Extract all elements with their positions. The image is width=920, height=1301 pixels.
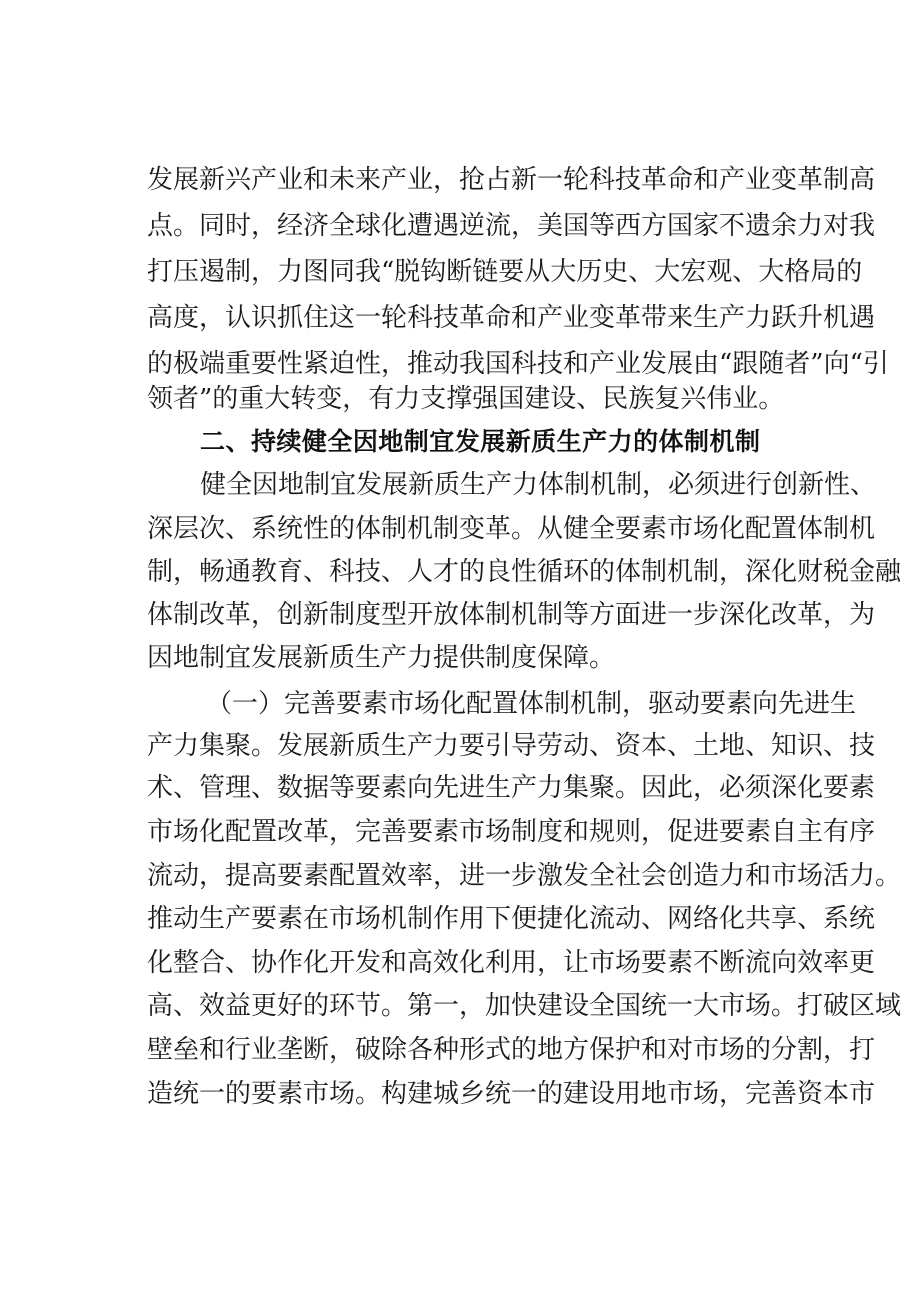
paragraph-1-line-6: 领者”的重大转变，有力支撑强国建设、民族复兴伟业。: [147, 384, 785, 414]
paragraph-2-line-3: 制，畅通教育、科技、人才的良性循环的体制机制，深化财税金融: [147, 557, 902, 587]
paragraph-1-line-2: 点。同时，经济全球化遭遇逆流，美国等西方国家不遗余力对我: [147, 211, 876, 241]
paragraph-3-line-1: （一）完善要素市场化配置体制机制，驱动要素向先进生: [206, 689, 857, 719]
paragraph-1-line-1: 发展新兴产业和未来产业，抢占新一轮科技革命和产业变革制高: [147, 165, 876, 195]
paragraph-1-line-4: 高度，认识抓住这一轮科技革命和产业变革带来生产力跃升机遇: [147, 303, 876, 333]
paragraph-3-line-9: 壁垒和行业垄断，破除各种形式的地方保护和对市场的分割，打: [147, 1035, 876, 1065]
paragraph-2-line-2: 深层次、系统性的体制机制变革。从健全要素市场化配置体制机: [147, 514, 876, 544]
paragraph-3-line-6: 推动生产要素在市场机制作用下便捷化流动、网络化共享、系统: [147, 904, 876, 934]
paragraph-3-line-4: 市场化配置改革，完善要素市场制度和规则，促进要素自主有序: [147, 817, 876, 847]
paragraph-2-line-4: 体制改革，创新制度型开放体制机制等方面进一步深化改革，为: [147, 600, 876, 630]
paragraph-1-line-5: 的极端重要性紧迫性，推动我国科技和产业发展由“跟随者”向“引: [147, 349, 889, 379]
paragraph-1-line-3: 打压遏制，力图同我“脱钩断链要从大历史、大宏观、大格局的: [147, 257, 863, 287]
section-heading: 二、持续健全因地制宜发展新质生产力的体制机制: [200, 427, 760, 456]
paragraph-2-line-1: 健全因地制宜发展新质生产力体制机制，必须进行创新性、: [200, 470, 877, 500]
paragraph-3-line-3: 术、管理、数据等要素向先进生产力集聚。因此，必须深化要素: [147, 773, 876, 803]
paragraph-3-line-8: 高、效益更好的环节。第一，加快建设全国统一大市场。打破区域: [147, 991, 902, 1021]
paragraph-3-line-10: 造统一的要素市场。构建城乡统一的建设用地市场，完善资本市: [147, 1079, 876, 1109]
paragraph-3-line-2: 产力集聚。发展新质生产力要引导劳动、资本、土地、知识、技: [147, 731, 876, 761]
paragraph-2-line-5: 因地制宜发展新质生产力提供制度保障。: [147, 643, 616, 673]
paragraph-3-line-5: 流动，提高要素配置效率，进一步激发全社会创造力和市场活力。: [147, 861, 902, 891]
paragraph-3-line-7: 化整合、协作化开发和高效化利用，让市场要素不断流向效率更: [147, 948, 876, 978]
